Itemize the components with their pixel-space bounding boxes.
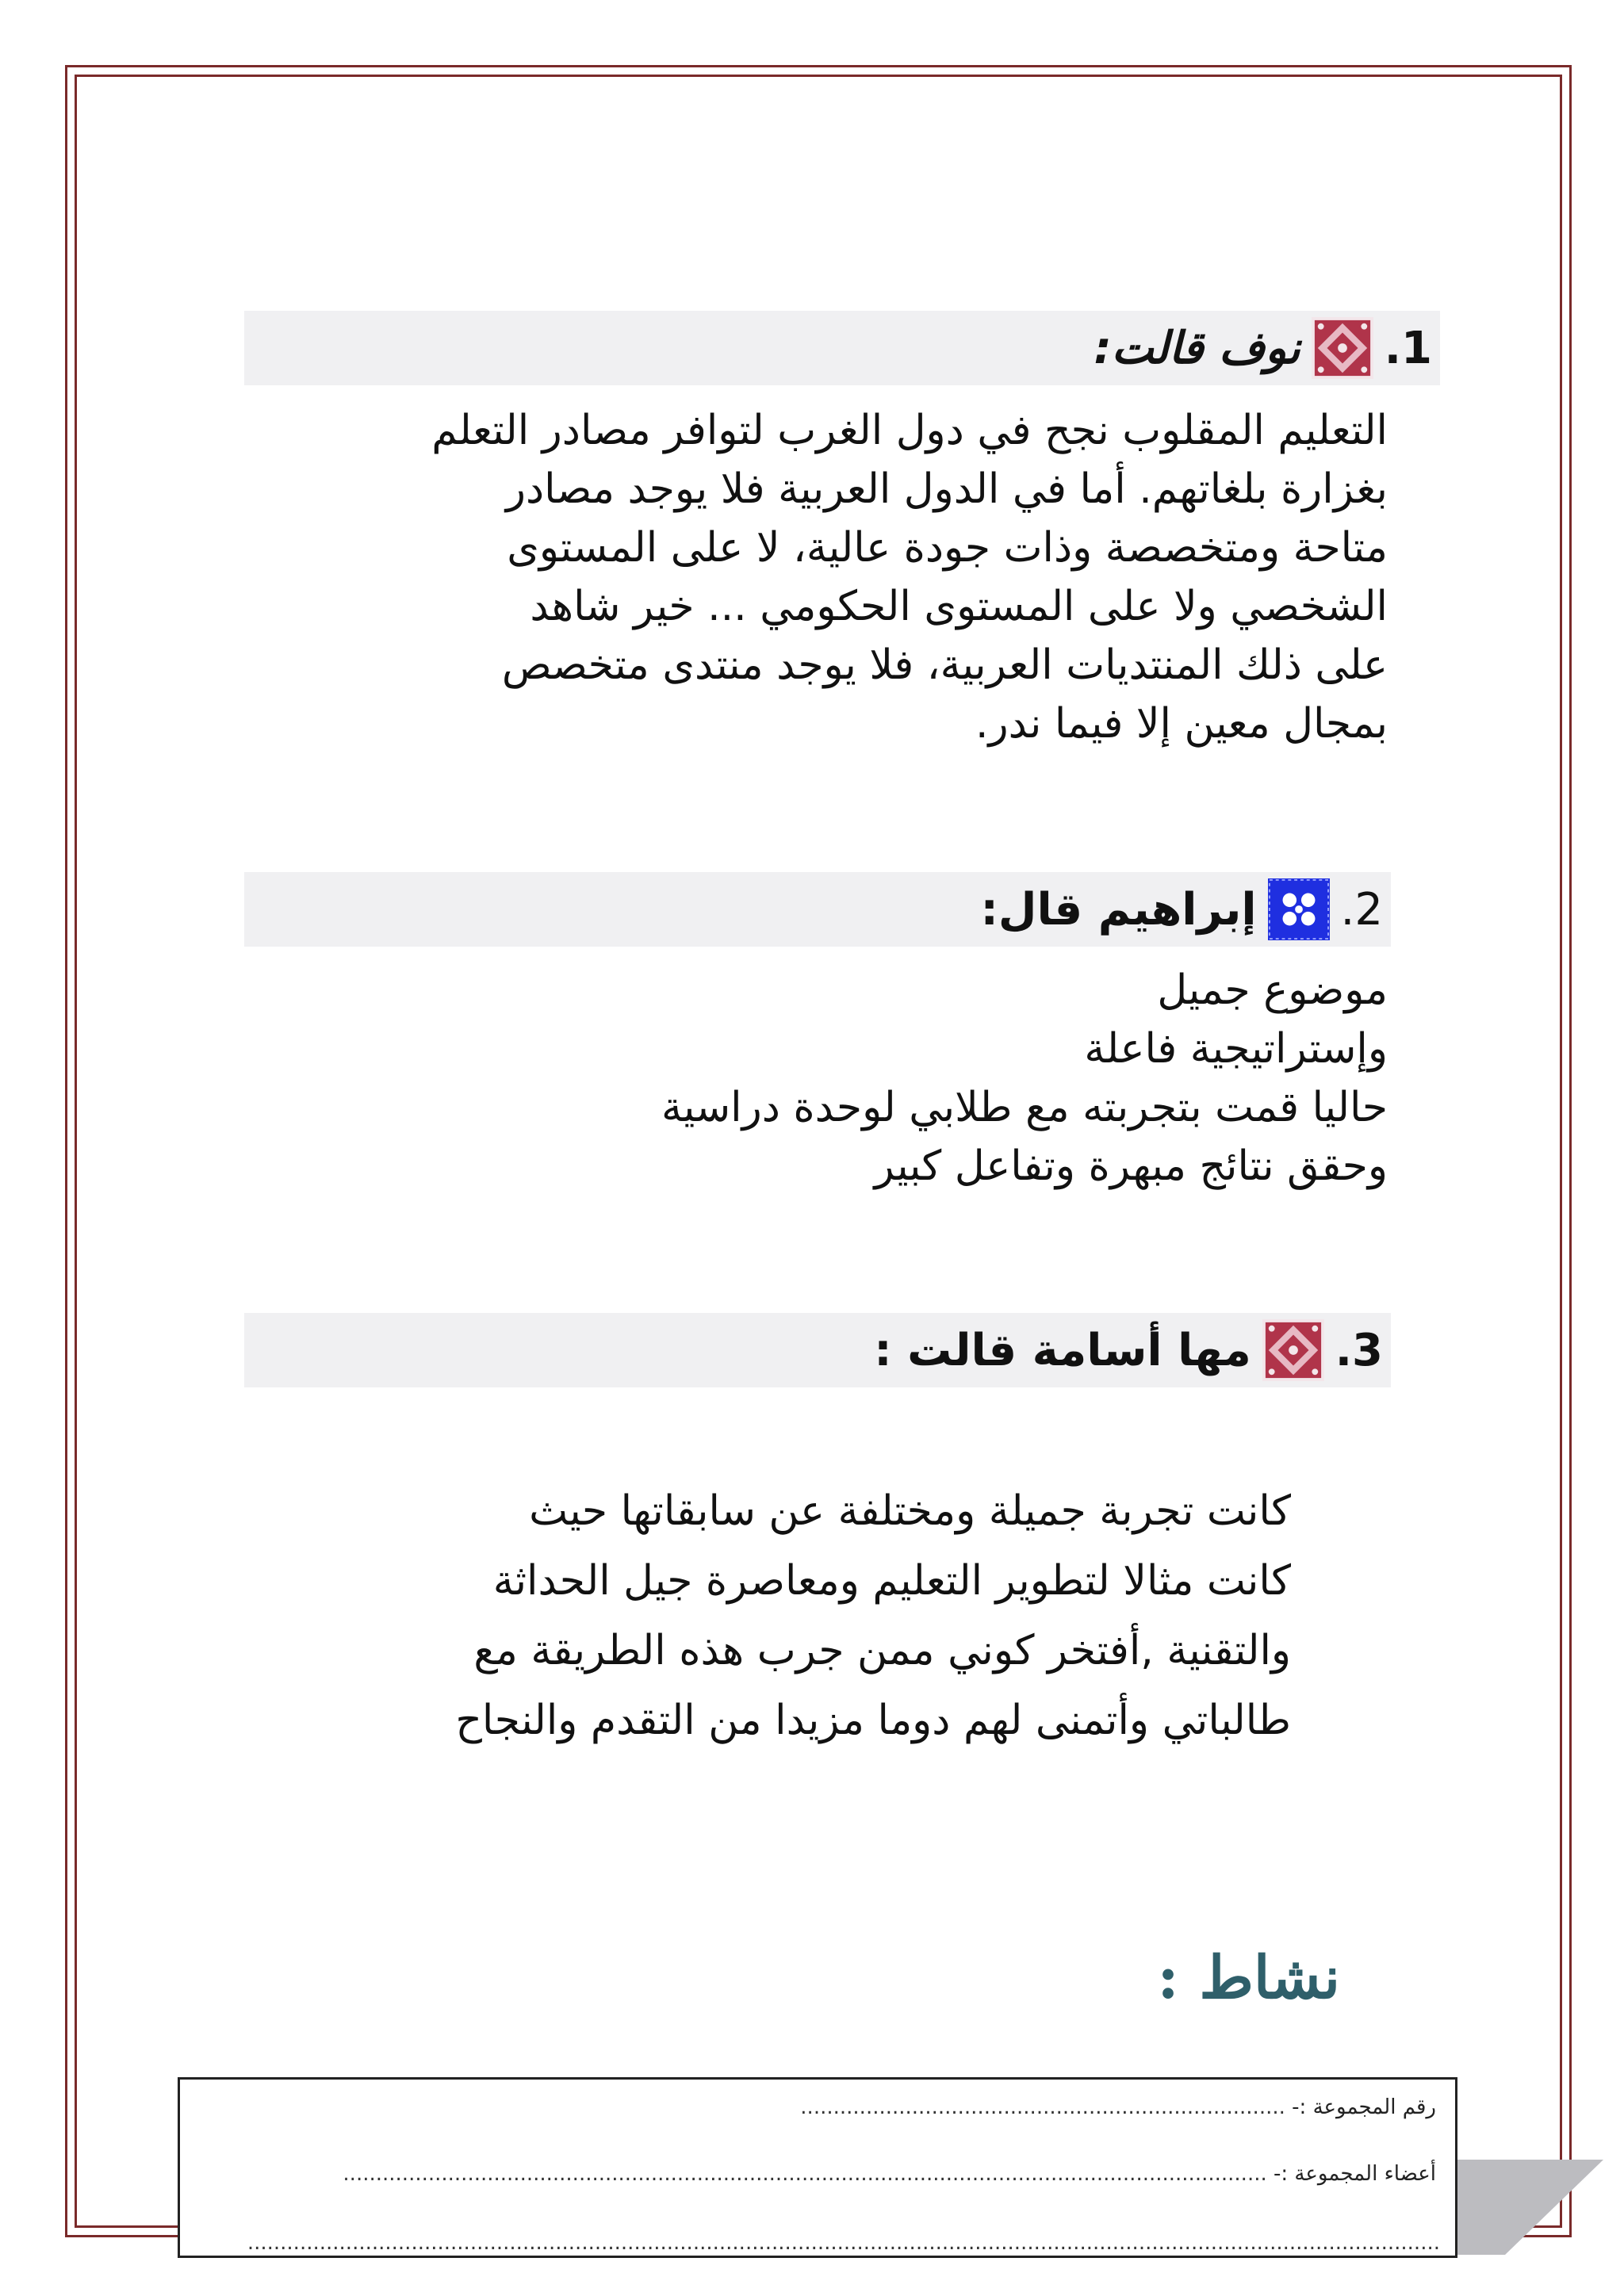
red-patterned-avatar-icon — [1262, 1319, 1324, 1381]
comment-author: إبراهيم قال: — [980, 883, 1257, 936]
comment-line: وحقق نتائج مبهرة وتفاعل كبير — [874, 1142, 1388, 1190]
comment-line: بمجال معين إلا فيما ندر. — [975, 700, 1388, 748]
comment-header-1 — [244, 311, 1440, 385]
group-members-label: أعضاء المجموعة :- — [1274, 2162, 1436, 2186]
group-number-label: رقم المجموعة :- — [1292, 2095, 1436, 2119]
comment-number: 3. — [1335, 1324, 1383, 1376]
group-number-row — [800, 2095, 1436, 2119]
comment-line: طالباتي وأتمنى لهم دوما مزيدا من التقدم والنجاح — [455, 1697, 1291, 1744]
comment-header-2 — [244, 872, 1391, 947]
comment-line: بغزارة بلغاتهم. أما في الدول العربية فلا يوجد مصادر — [505, 465, 1388, 513]
comment-line: التعليم المقلوب نجح في دول الغرب لتوافر مصادر التعلم — [431, 407, 1388, 454]
comment-author: نوف قالت: — [1094, 322, 1300, 374]
group-extra-line[interactable]: ...................................................................................................................................................................................... — [247, 2231, 1440, 2255]
comment-number: 2. — [1340, 883, 1383, 936]
comment-line: والتقنية ,أفتخر كوني ممن جرب هذه الطريقة مع — [473, 1627, 1291, 1674]
comment-line: حاليا قمت بتجربته مع طلابي لوحدة دراسية — [661, 1084, 1388, 1131]
comment-line: الشخصي ولا على المستوى الحكومي ... خير شاهد — [530, 583, 1388, 630]
comment-number: 1. — [1384, 322, 1432, 374]
comment-author: مها أسامة قالت : — [874, 1324, 1251, 1376]
comment-line: موضوع جميل — [1157, 966, 1388, 1014]
comment-line: على ذلك المنتديات العربية، فلا يوجد منتدى متخصص — [501, 641, 1388, 689]
comment-body-2 — [262, 961, 1388, 1196]
comment-header-3 — [244, 1313, 1391, 1387]
comment-line: وإستراتيجية فاعلة — [1084, 1025, 1388, 1073]
comment-line: كانت تجربة جميلة ومختلفة عن سابقاتها حيث — [529, 1487, 1291, 1535]
comment-body-3 — [244, 1476, 1291, 1755]
comment-line: متاحة ومتخصصة وذات جودة عالية، لا على المستوى — [507, 524, 1388, 572]
group-members-field[interactable]: ............................................................................................................................................. — [343, 2162, 1267, 2186]
group-number-field[interactable]: .......................................................................... — [800, 2095, 1285, 2119]
red-patterned-avatar-icon — [1312, 317, 1373, 379]
group-members-row — [343, 2162, 1436, 2186]
comment-body-1 — [262, 401, 1388, 753]
blue-patterned-avatar-icon — [1268, 878, 1330, 940]
comment-line: كانت مثالا لتطوير التعليم ومعاصرة جيل الحداثة — [492, 1557, 1291, 1605]
activity-title: نشاط : — [1157, 1944, 1340, 2012]
folded-corner-decoration — [1457, 2160, 1603, 2255]
